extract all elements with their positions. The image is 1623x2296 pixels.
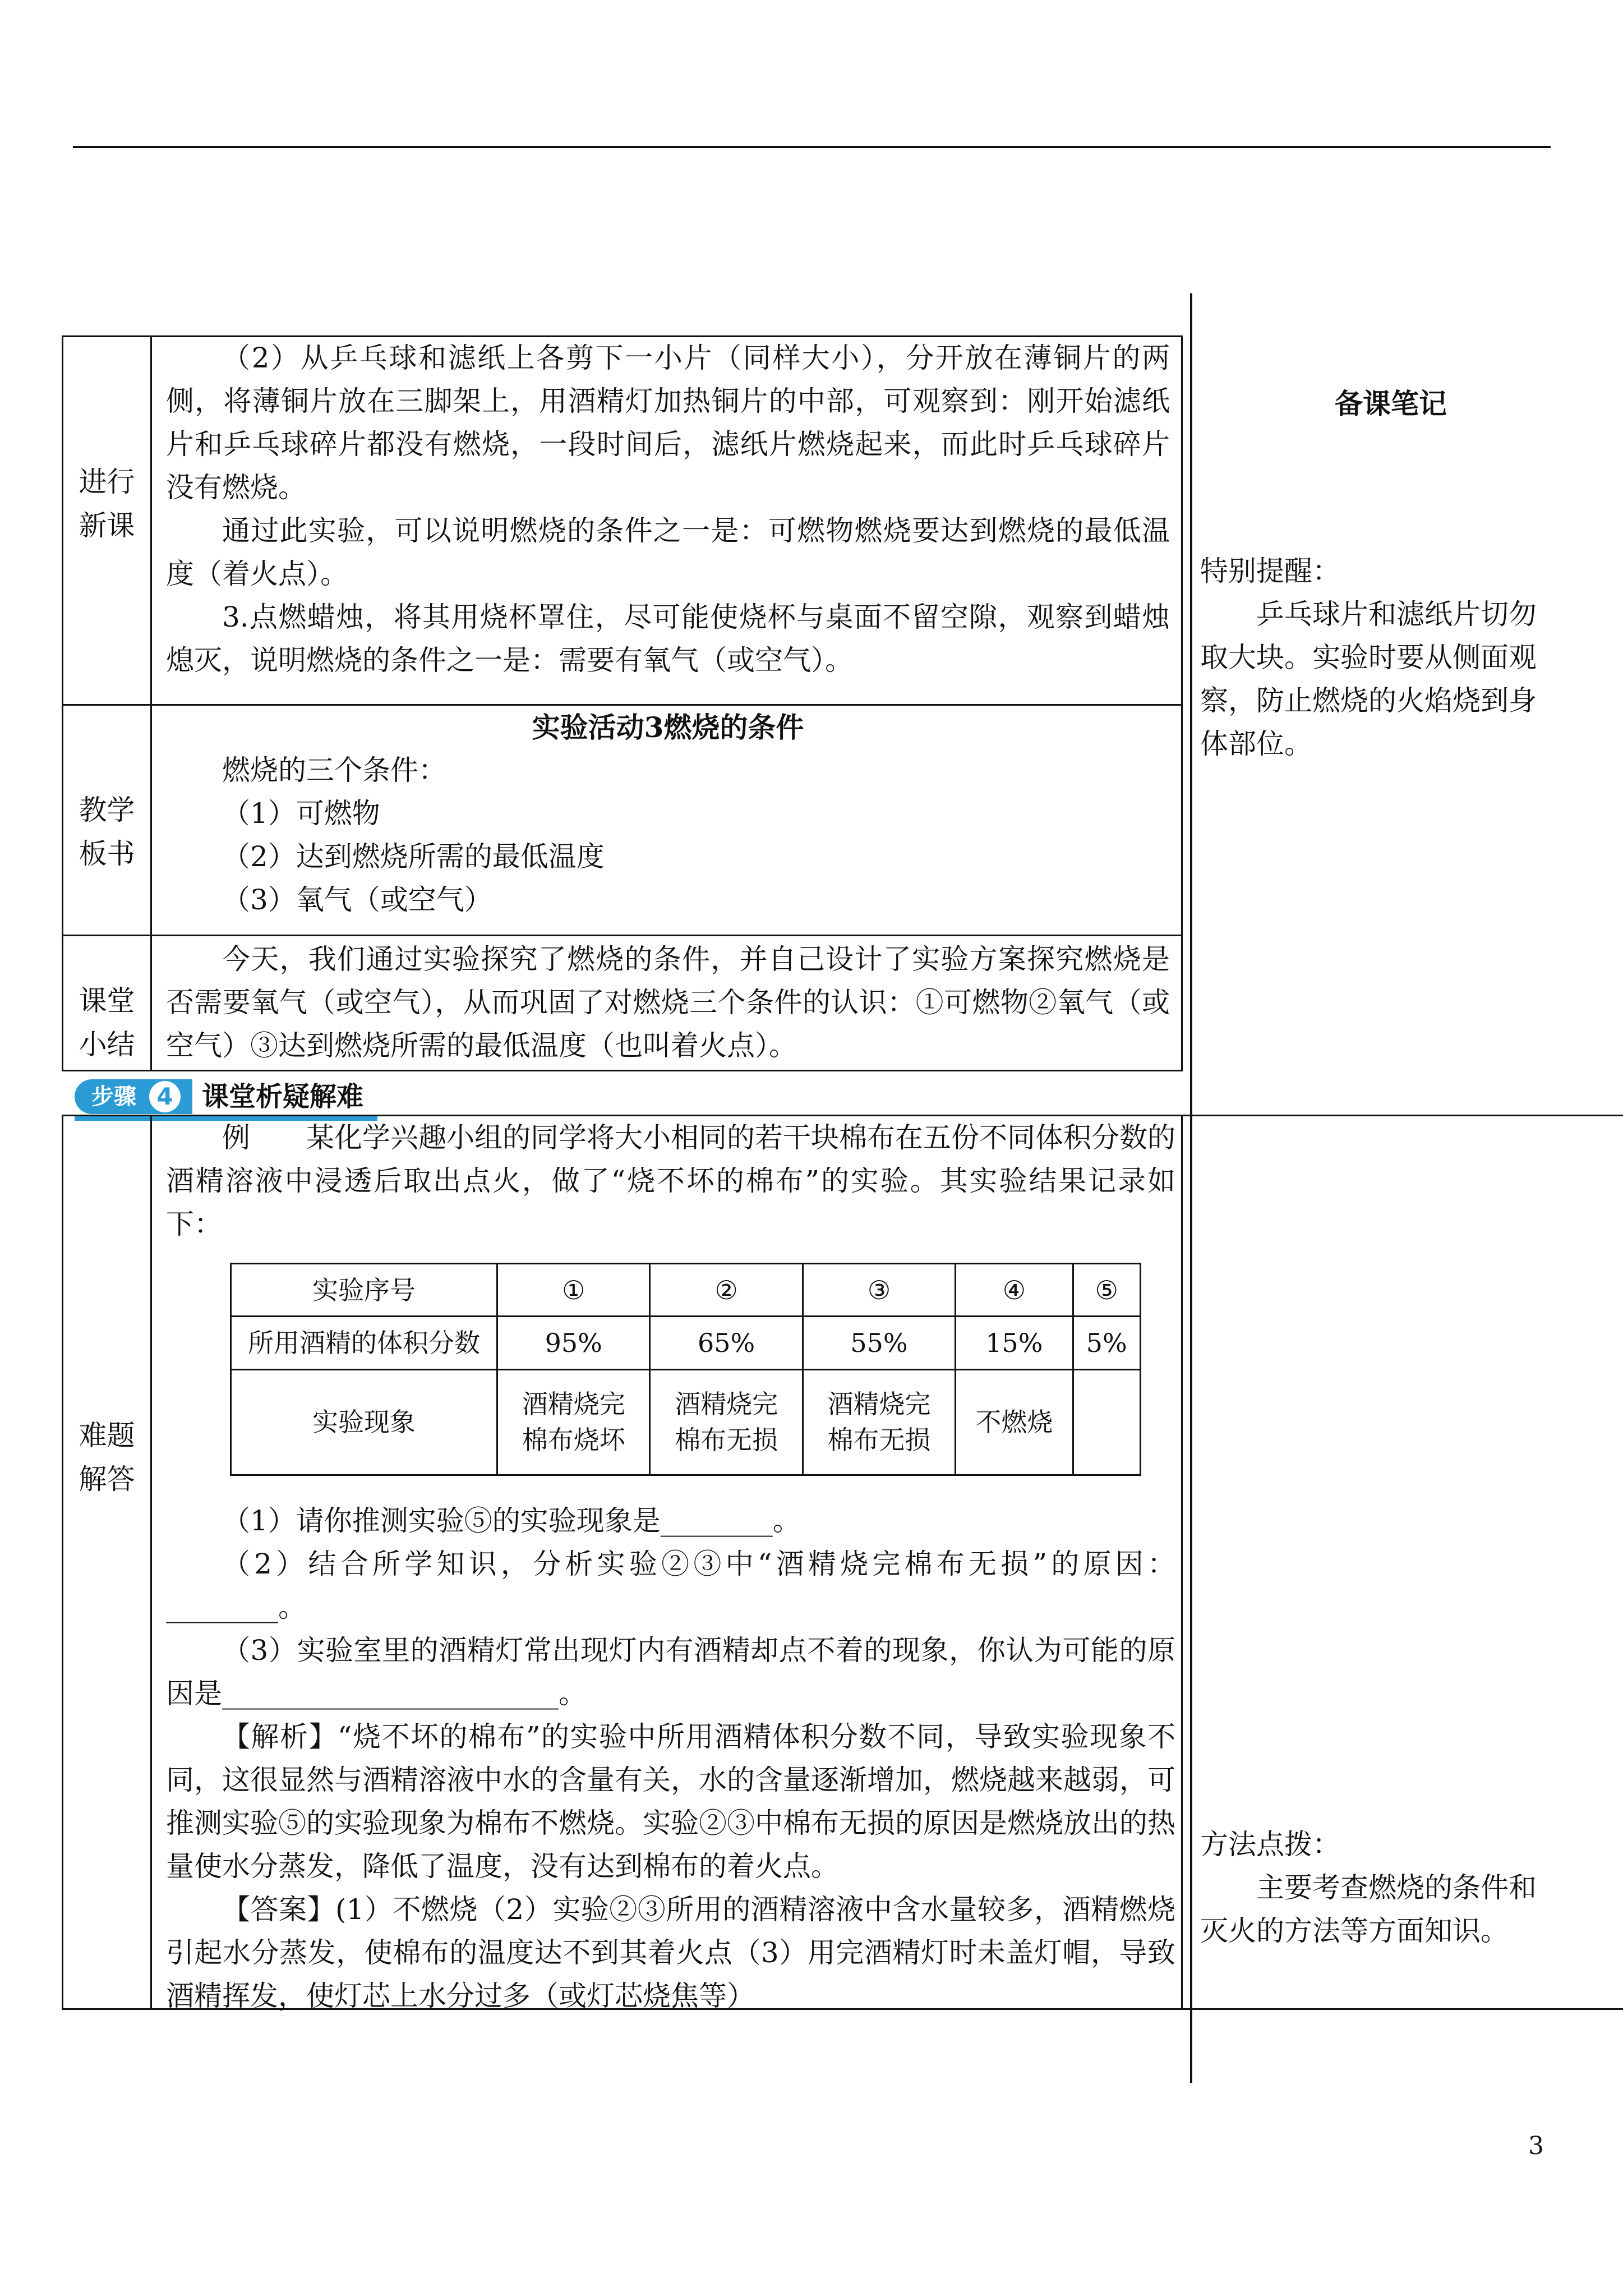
alcohol-percent: 55% [803,1317,955,1369]
reminder-text: 乒乓球片和滤纸片切勿取大块。实验时要从侧面观察，防止燃烧的火焰烧到身体部位。 [1200,598,1537,760]
step-title: 课堂析疑解难 [202,1081,364,1112]
experiment-id: ⑤ [1073,1264,1140,1317]
phenomenon: 酒精烧完 棉布无损 [650,1369,803,1475]
table2-right-border [1181,1115,1183,2010]
method-text: 主要考查燃烧的条件和灭火的方法等方面知识。 [1200,1871,1537,1947]
table-row [231,1264,1141,1317]
experiment-id: ② [650,1264,803,1317]
answer: 【答案】(1）不燃烧（2）实验②③所用的酒精溶液中含水量较多，酒精燃烧引起水分蒸发，使棉布的温度达不到其着火点（3）用完酒精灯时未盖灯帽，导致酒精挥发，使灯芯上水分过多（或灯芯烧焦等） [166,1893,1175,2012]
board-line: （2）达到燃烧所需的最低温度 [222,840,605,873]
table-left-border [62,335,63,1071]
phenomenon: 酒精烧完 棉布无损 [803,1369,955,1475]
problem-intro: 例 某化学兴趣小组的同学将大小相同的若干块棉布在五份不同体积分数的酒精溶液中浸透后取出点火，做了“烧不坏的棉布”的实验。其实验结果记录如下： [166,1121,1175,1240]
row-header: 实验现象 [231,1369,497,1475]
phenomenon: 酒精烧完 棉布烧坏 [497,1369,650,1475]
new-lesson-paragraph: 通过此实验，可以说明燃烧的条件之一是：可燃物燃烧要达到燃烧的最低温度（着火点）。 [166,514,1170,590]
row-header: 实验序号 [231,1264,497,1317]
alcohol-percent: 15% [956,1317,1073,1369]
table-right-border [1181,335,1183,1071]
method-label: 方法点拨： [1200,1828,1340,1861]
table-row [231,1369,1141,1475]
table-bottom-border [62,1070,1182,1071]
table2-left-border [62,1115,63,2010]
step-number: 4 [149,1081,181,1112]
board-line: （1）可燃物 [222,797,380,830]
experiment-id: ① [497,1264,650,1317]
row-label-board: 教学 板书 [79,794,135,870]
experiment-table [230,1263,1141,1476]
experiment-id: ④ [956,1264,1073,1317]
question-3: （3）实验室里的酒精灯常出现灯内有酒精却点不着的现象，你认为可能的原因是________________________。 [166,1634,1175,1710]
alcohol-percent: 65% [650,1317,803,1369]
analysis: 【解析】“烧不坏的棉布”的实验中所用酒精体积分数不同，导致实验现象不同，这很显然与酒精溶液中水的含量有关，水的含量逐渐增加，燃烧越来越弱，可推测实验⑤的实验现象为棉布不燃烧。实验②③中棉布无损的原因是燃烧放出的热量使水分蒸发，降低了温度，没有达到棉布的着火点。 [166,1720,1175,1883]
phenomenon [1073,1369,1140,1475]
phenomenon: 不燃烧 [956,1369,1073,1475]
alcohol-percent: 5% [1073,1317,1140,1369]
question-1: （1）请你推测实验⑤的实验现象是________。 [222,1504,801,1537]
notes-title: 备课笔记 [1335,387,1447,420]
table-row [231,1317,1141,1369]
reminder-label: 特别提醒： [1200,555,1340,587]
page-number: 3 [1528,2132,1544,2160]
board-title: 实验活动3燃烧的条件 [532,711,804,744]
alcohol-percent: 95% [497,1317,650,1369]
summary-text: 今天，我们通过实验探究了燃烧的条件，并自己设计了实验方案探究燃烧是否需要氧气（或空气），从而巩固了对燃烧三个条件的认识：①可燃物②氧气（或空气）③达到燃烧所需的最低温度（也叫着火点）。 [166,943,1170,1062]
board-line: 燃烧的三个条件： [222,754,446,786]
row-label-new-lesson: 进行 新课 [79,466,135,542]
new-lesson-paragraph: 3.点燃蜡烛，将其用烧杯罩住，尽可能使烧杯与桌面不留空隙，观察到蜡烛熄灭，说明燃烧的条件之一是：需要有氧气（或空气）。 [166,601,1170,677]
new-lesson-paragraph: （2）从乒乓球和滤纸上各剪下一小片（同样大小），分开放在薄铜片的两侧，将薄铜片放在三脚架上，用酒精灯加热铜片的中部，可观察到：刚开始滤纸片和乒乓球碎片都没有燃烧，一段时间后，滤纸片燃烧起来，而此时乒乓球碎片没有燃烧。 [166,342,1170,504]
table2-label-divider [150,1115,152,2010]
table-label-divider [150,335,152,1071]
header-rule [73,146,1551,148]
table-row-divider [62,935,1182,936]
row-label-summary: 课堂 小结 [79,984,135,1061]
experiment-id: ③ [803,1264,955,1317]
notes-column-divider [1190,293,1192,2083]
board-line: （3）氧气（或空气） [222,884,492,916]
row-header: 所用酒精的体积分数 [231,1317,497,1369]
step-badge: 步骤 [75,1079,192,1114]
question-2: （2）结合所学知识，分析实验②③中“酒精烧完棉布无损”的原因：________。 [166,1548,1175,1623]
row-label-problem: 难题 解答 [79,1419,135,1496]
